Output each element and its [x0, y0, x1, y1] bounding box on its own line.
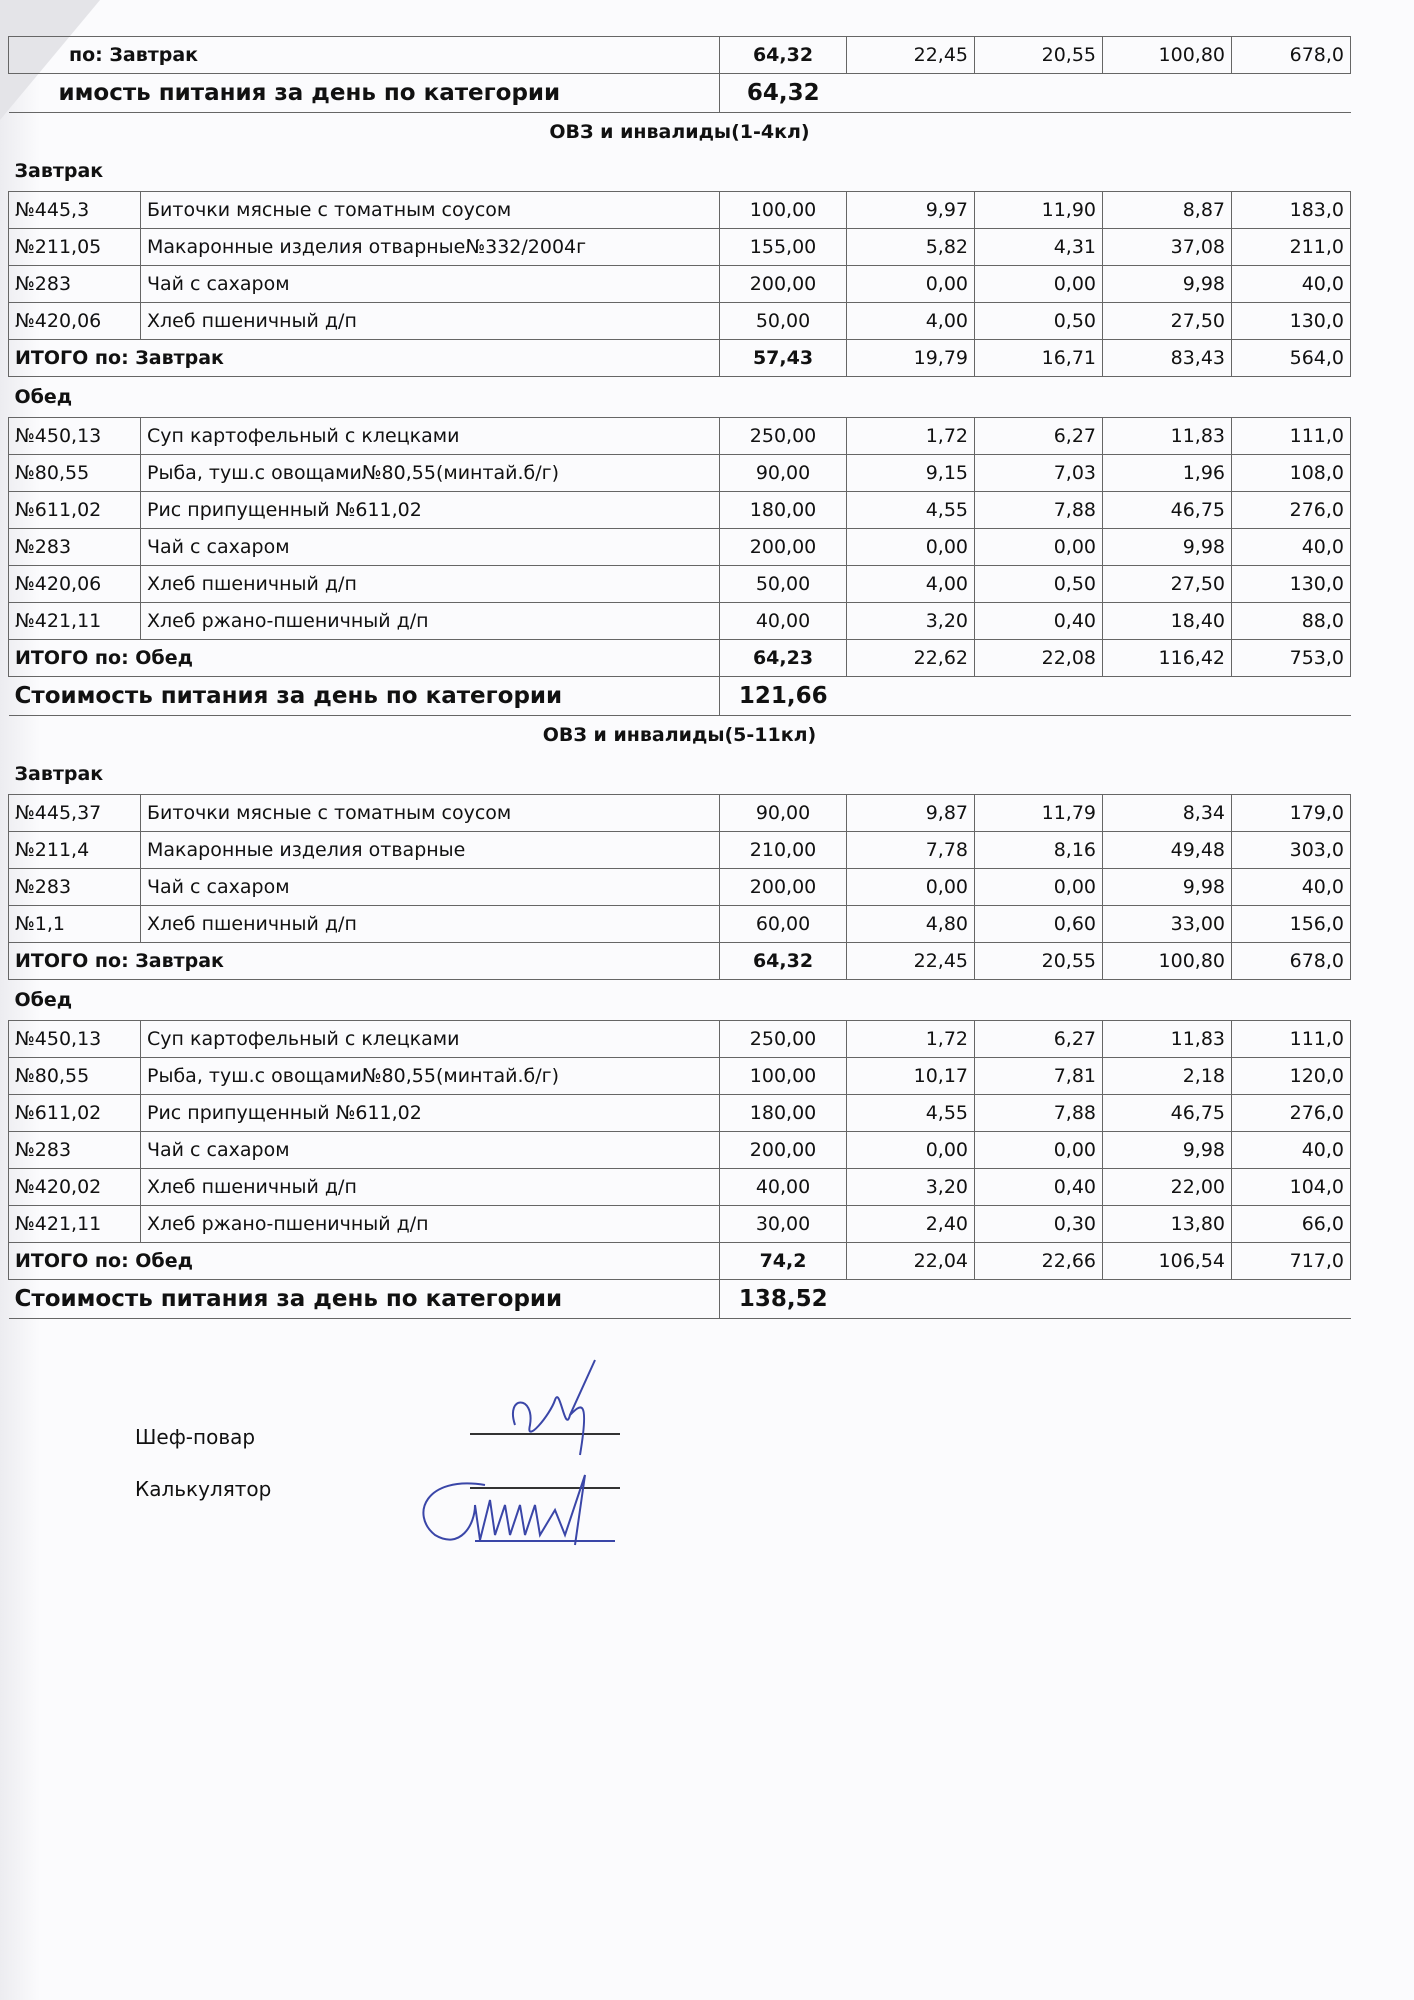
table-row	[9, 1206, 1351, 1243]
total-carbs: 116,42	[1103, 640, 1232, 677]
cell-carbs: 9,98	[1103, 869, 1232, 906]
cell-portion: 30,00	[720, 1206, 847, 1243]
cell-fat: 6,27	[975, 1021, 1103, 1058]
cell-carbs: 8,34	[1103, 795, 1232, 832]
cell-carbs: 11,83	[1103, 418, 1232, 455]
cell-carbs: 9,98	[1103, 266, 1232, 303]
cell-carbs: 22,00	[1103, 1169, 1232, 1206]
table-row	[9, 192, 1351, 229]
table-row	[9, 266, 1351, 303]
cell-code: №445,3	[9, 192, 141, 229]
cell-portion: 200,00	[720, 869, 847, 906]
total-label: ИТОГО по: Обед	[9, 640, 720, 677]
signatures	[135, 1415, 735, 1565]
cell-kcal: 104,0	[1232, 1169, 1351, 1206]
cell-code: №211,05	[9, 229, 141, 266]
cell-protein: 4,80	[847, 906, 975, 943]
total-carbs: 100,80	[1103, 37, 1232, 74]
table-row	[9, 1169, 1351, 1206]
cell-portion: 250,00	[720, 1021, 847, 1058]
cost-label: имость питания за день по категории	[9, 74, 720, 113]
table-row	[9, 229, 1351, 266]
cell-kcal: 40,0	[1232, 529, 1351, 566]
cell-dish-name: Чай с сахаром	[141, 266, 720, 303]
cell-fat: 0,30	[975, 1206, 1103, 1243]
cost-label: Стоимость питания за день по категории	[9, 1280, 720, 1319]
cell-dish-name: Хлеб пшеничный д/п	[141, 303, 720, 340]
cell-fat: 11,79	[975, 795, 1103, 832]
cell-portion: 250,00	[720, 418, 847, 455]
total-row	[9, 943, 1351, 980]
total-label: ИТОГО по: Завтрак	[9, 340, 720, 377]
cost-label: Стоимость питания за день по категории	[9, 677, 720, 716]
cell-code: №283	[9, 266, 141, 303]
cell-code: №611,02	[9, 492, 141, 529]
cell-code: №1,1	[9, 906, 141, 943]
cell-fat: 0,00	[975, 529, 1103, 566]
cell-fat: 0,00	[975, 869, 1103, 906]
top-total-row	[9, 37, 1351, 74]
total-kcal: 678,0	[1232, 943, 1351, 980]
meal-heading-row	[9, 151, 1351, 192]
total-fat: 22,08	[975, 640, 1103, 677]
cell-protein: 9,87	[847, 795, 975, 832]
cell-dish-name: Хлеб ржано-пшеничный д/п	[141, 1206, 720, 1243]
cell-portion: 50,00	[720, 303, 847, 340]
table-row	[9, 1021, 1351, 1058]
table-row	[9, 529, 1351, 566]
total-row	[9, 640, 1351, 677]
cell-fat: 0,00	[975, 266, 1103, 303]
top-cost-row	[9, 74, 1351, 113]
cell-portion: 50,00	[720, 566, 847, 603]
cell-kcal: 276,0	[1232, 1095, 1351, 1132]
total-row	[9, 1243, 1351, 1280]
cost-value: 64,32	[720, 74, 847, 113]
table-row	[9, 869, 1351, 906]
cell-carbs: 1,96	[1103, 455, 1232, 492]
total-protein: 22,45	[847, 943, 975, 980]
cell-fat: 0,00	[975, 1132, 1103, 1169]
cell-code: №283	[9, 529, 141, 566]
cell-carbs: 13,80	[1103, 1206, 1232, 1243]
cell-portion: 210,00	[720, 832, 847, 869]
total-carbs: 83,43	[1103, 340, 1232, 377]
cell-protein: 5,82	[847, 229, 975, 266]
cell-portion: 100,00	[720, 1058, 847, 1095]
cell-code: №445,37	[9, 795, 141, 832]
cell-carbs: 8,87	[1103, 192, 1232, 229]
section-heading-row	[9, 113, 1351, 152]
section-title: ОВЗ и инвалиды(5-11кл)	[542, 724, 817, 746]
cell-dish-name: Хлеб пшеничный д/п	[141, 1169, 720, 1206]
meal-title: Завтрак	[14, 160, 104, 182]
cell-portion: 90,00	[720, 455, 847, 492]
cell-kcal: 111,0	[1232, 418, 1351, 455]
cell-code: №211,4	[9, 832, 141, 869]
total-protein: 22,62	[847, 640, 975, 677]
cell-fat: 11,90	[975, 192, 1103, 229]
total-protein: 22,45	[847, 37, 975, 74]
cell-kcal: 211,0	[1232, 229, 1351, 266]
cell-carbs: 18,40	[1103, 603, 1232, 640]
section-heading-row	[9, 716, 1351, 755]
cell-dish-name: Рис припущенный №611,02	[141, 1095, 720, 1132]
cell-fat: 7,81	[975, 1058, 1103, 1095]
table-row	[9, 418, 1351, 455]
cell-protein: 9,97	[847, 192, 975, 229]
cell-carbs: 9,98	[1103, 529, 1232, 566]
cell-dish-name: Хлеб ржано-пшеничный д/п	[141, 603, 720, 640]
total-carbs: 106,54	[1103, 1243, 1232, 1280]
cell-fat: 0,40	[975, 603, 1103, 640]
cell-fat: 4,31	[975, 229, 1103, 266]
cell-dish-name: Чай с сахаром	[141, 869, 720, 906]
cell-carbs: 2,18	[1103, 1058, 1232, 1095]
cell-fat: 0,50	[975, 303, 1103, 340]
total-portion: 74,2	[720, 1243, 847, 1280]
cell-dish-name: Суп картофельный с клецками	[141, 1021, 720, 1058]
total-carbs: 100,80	[1103, 943, 1232, 980]
cell-code: №80,55	[9, 1058, 141, 1095]
cell-kcal: 130,0	[1232, 303, 1351, 340]
table-row	[9, 1132, 1351, 1169]
cell-protein: 4,00	[847, 303, 975, 340]
cell-protein: 3,20	[847, 1169, 975, 1206]
total-protein: 19,79	[847, 340, 975, 377]
cell-portion: 40,00	[720, 1169, 847, 1206]
cell-kcal: 108,0	[1232, 455, 1351, 492]
chef-label: Шеф-повар	[135, 1425, 256, 1449]
cell-code: №80,55	[9, 455, 141, 492]
cell-code: №420,06	[9, 303, 141, 340]
cell-kcal: 130,0	[1232, 566, 1351, 603]
cell-fat: 7,88	[975, 492, 1103, 529]
cell-carbs: 49,48	[1103, 832, 1232, 869]
cell-fat: 7,88	[975, 1095, 1103, 1132]
cell-protein: 4,00	[847, 566, 975, 603]
total-label: ИТОГО по: Обед	[9, 1243, 720, 1280]
cell-dish-name: Биточки мясные с томатным соусом	[141, 795, 720, 832]
cell-dish-name: Хлеб пшеничный д/п	[141, 906, 720, 943]
total-portion: 64,32	[720, 943, 847, 980]
cell-carbs: 33,00	[1103, 906, 1232, 943]
cell-protein: 3,20	[847, 603, 975, 640]
cell-protein: 0,00	[847, 869, 975, 906]
cell-dish-name: Хлеб пшеничный д/п	[141, 566, 720, 603]
cell-fat: 0,40	[975, 1169, 1103, 1206]
calculator-signature	[405, 1455, 665, 1555]
table-row	[9, 492, 1351, 529]
cell-protein: 2,40	[847, 1206, 975, 1243]
table-row	[9, 603, 1351, 640]
cell-code: №421,11	[9, 1206, 141, 1243]
cell-kcal: 40,0	[1232, 266, 1351, 303]
chef-signature	[495, 1355, 625, 1465]
cell-code: №611,02	[9, 1095, 141, 1132]
total-kcal: 717,0	[1232, 1243, 1351, 1280]
total-label: по: Завтрак	[9, 37, 720, 74]
cell-dish-name: Рыба, туш.с овощами№80,55(минтай.б/г)	[141, 455, 720, 492]
table-row	[9, 1095, 1351, 1132]
cell-kcal: 183,0	[1232, 192, 1351, 229]
meal-title: Обед	[14, 989, 73, 1011]
cell-kcal: 179,0	[1232, 795, 1351, 832]
cell-fat: 0,50	[975, 566, 1103, 603]
calculator-label: Калькулятор	[135, 1477, 272, 1501]
cell-dish-name: Суп картофельный с клецками	[141, 418, 720, 455]
cell-kcal: 66,0	[1232, 1206, 1351, 1243]
cell-carbs: 27,50	[1103, 303, 1232, 340]
cell-protein: 0,00	[847, 529, 975, 566]
meal-heading-row	[9, 754, 1351, 795]
cell-dish-name: Рис припущенный №611,02	[141, 492, 720, 529]
cell-kcal: 156,0	[1232, 906, 1351, 943]
cell-carbs: 27,50	[1103, 566, 1232, 603]
cell-portion: 200,00	[720, 1132, 847, 1169]
table-row	[9, 566, 1351, 603]
cell-dish-name: Макаронные изделия отварные№332/2004г	[141, 229, 720, 266]
meal-heading-row	[9, 980, 1351, 1021]
cell-fat: 8,16	[975, 832, 1103, 869]
cell-portion: 180,00	[720, 1095, 847, 1132]
meal-title: Завтрак	[14, 763, 104, 785]
cell-protein: 0,00	[847, 1132, 975, 1169]
cell-kcal: 40,0	[1232, 1132, 1351, 1169]
cell-carbs: 46,75	[1103, 492, 1232, 529]
cell-code: №450,13	[9, 418, 141, 455]
table-row	[9, 303, 1351, 340]
meal-heading-row	[9, 377, 1351, 418]
cell-portion: 180,00	[720, 492, 847, 529]
table-row	[9, 795, 1351, 832]
total-fat: 20,55	[975, 943, 1103, 980]
cell-fat: 6,27	[975, 418, 1103, 455]
cell-code: №421,11	[9, 603, 141, 640]
cell-protein: 1,72	[847, 1021, 975, 1058]
cell-portion: 90,00	[720, 795, 847, 832]
cell-fat: 7,03	[975, 455, 1103, 492]
menu-document	[8, 36, 1350, 1319]
meal-title: Обед	[14, 386, 73, 408]
cost-row	[9, 677, 1351, 716]
section-title: ОВЗ и инвалиды(1-4кл)	[549, 121, 810, 143]
total-cost: 64,32	[720, 37, 847, 74]
cell-protein: 1,72	[847, 418, 975, 455]
cell-dish-name: Макаронные изделия отварные	[141, 832, 720, 869]
total-portion: 57,43	[720, 340, 847, 377]
cell-protein: 0,00	[847, 266, 975, 303]
cell-carbs: 37,08	[1103, 229, 1232, 266]
cell-protein: 4,55	[847, 492, 975, 529]
cell-carbs: 11,83	[1103, 1021, 1232, 1058]
cell-kcal: 88,0	[1232, 603, 1351, 640]
menu-table	[8, 36, 1351, 1319]
cell-fat: 0,60	[975, 906, 1103, 943]
table-row	[9, 455, 1351, 492]
total-row	[9, 340, 1351, 377]
cell-kcal: 276,0	[1232, 492, 1351, 529]
total-portion: 64,23	[720, 640, 847, 677]
cell-protein: 10,17	[847, 1058, 975, 1095]
cell-protein: 9,15	[847, 455, 975, 492]
cell-kcal: 120,0	[1232, 1058, 1351, 1095]
table-row	[9, 1058, 1351, 1095]
cell-dish-name: Рыба, туш.с овощами№80,55(минтай.б/г)	[141, 1058, 720, 1095]
cell-code: №420,06	[9, 566, 141, 603]
table-row	[9, 906, 1351, 943]
total-kcal: 564,0	[1232, 340, 1351, 377]
total-fat: 22,66	[975, 1243, 1103, 1280]
cell-portion: 40,00	[720, 603, 847, 640]
total-fat: 20,55	[975, 37, 1103, 74]
cell-portion: 200,00	[720, 529, 847, 566]
cell-carbs: 46,75	[1103, 1095, 1232, 1132]
cell-portion: 200,00	[720, 266, 847, 303]
cell-dish-name: Чай с сахаром	[141, 1132, 720, 1169]
cell-code: №450,13	[9, 1021, 141, 1058]
total-kcal: 753,0	[1232, 640, 1351, 677]
cost-row	[9, 1280, 1351, 1319]
cell-kcal: 40,0	[1232, 869, 1351, 906]
cell-protein: 4,55	[847, 1095, 975, 1132]
cell-dish-name: Чай с сахаром	[141, 529, 720, 566]
cell-kcal: 303,0	[1232, 832, 1351, 869]
cell-code: №283	[9, 869, 141, 906]
cell-protein: 7,78	[847, 832, 975, 869]
cost-value: 138,52	[720, 1280, 847, 1319]
cell-portion: 60,00	[720, 906, 847, 943]
total-kcal: 678,0	[1232, 37, 1351, 74]
total-label: ИТОГО по: Завтрак	[9, 943, 720, 980]
cell-code: №420,02	[9, 1169, 141, 1206]
cell-portion: 100,00	[720, 192, 847, 229]
table-row	[9, 832, 1351, 869]
cell-portion: 155,00	[720, 229, 847, 266]
cell-dish-name: Биточки мясные с томатным соусом	[141, 192, 720, 229]
cell-code: №283	[9, 1132, 141, 1169]
cell-carbs: 9,98	[1103, 1132, 1232, 1169]
cost-value: 121,66	[720, 677, 847, 716]
total-fat: 16,71	[975, 340, 1103, 377]
cell-kcal: 111,0	[1232, 1021, 1351, 1058]
total-protein: 22,04	[847, 1243, 975, 1280]
